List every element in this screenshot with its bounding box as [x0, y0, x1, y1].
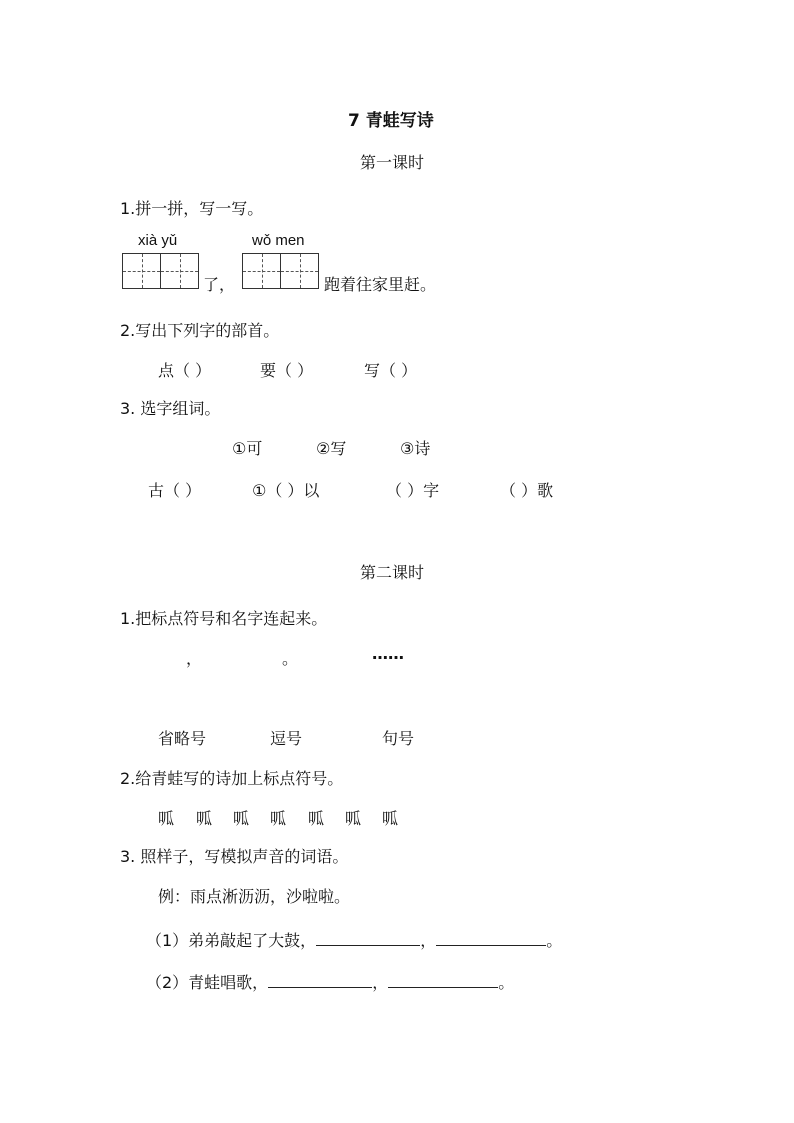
fill-blank-1a[interactable] — [316, 929, 420, 946]
lesson2-q3-label: 3. 照样子，写模拟声音的词语。 — [120, 847, 349, 866]
lesson1-q1-text2: 跑着往家里赶。 — [324, 275, 437, 294]
period-2: 。 — [498, 973, 515, 992]
fill-blank-2b[interactable] — [388, 971, 498, 988]
option-3: ③诗 — [400, 439, 431, 458]
radical-item-2: 要（ ） — [260, 361, 314, 380]
word-item-4: （ ）歌 — [500, 481, 554, 500]
lesson2-q2-label: 2.给青蛙写的诗加上标点符号。 — [120, 769, 344, 788]
mark-period: 。 — [282, 649, 299, 668]
fill-blank-1b[interactable] — [436, 929, 546, 946]
pinyin-xiayu: xià yǔ — [138, 232, 178, 249]
lesson1-q1-label: 1.拼一拼，写一写。 — [120, 199, 264, 218]
writing-box-4[interactable] — [280, 253, 319, 289]
name-period: 句号 — [382, 729, 415, 748]
writing-box-2[interactable] — [160, 253, 199, 289]
word-item-2: ①（ ）以 — [252, 481, 320, 500]
gua-word-5: 呱 — [308, 809, 325, 828]
writing-box-1[interactable] — [122, 253, 161, 289]
comma-1: ， — [420, 931, 437, 950]
gua-word-3: 呱 — [233, 809, 250, 828]
option-2: ②写 — [316, 439, 347, 458]
lesson1-q2-label: 2.写出下列字的部首。 — [120, 321, 280, 340]
period-1: 。 — [546, 931, 563, 950]
gua-word-4: 呱 — [270, 809, 287, 828]
gua-word-6: 呱 — [345, 809, 362, 828]
option-1: ①可 — [232, 439, 263, 458]
writing-box-3[interactable] — [242, 253, 281, 289]
name-comma: 逗号 — [270, 729, 303, 748]
word-item-3: （ ）字 — [386, 481, 440, 500]
pinyin-women: wǒ men — [252, 232, 305, 249]
gua-word-2: 呱 — [196, 809, 213, 828]
mark-comma: ， — [186, 649, 203, 668]
name-ellipsis: 省略号 — [158, 729, 207, 748]
radical-item-1: 点（ ） — [158, 361, 212, 380]
gua-word-7: 呱 — [382, 809, 399, 828]
example-sentence: 例：雨点淅沥沥，沙啦啦。 — [158, 887, 351, 906]
lesson2-heading: 第二课时 — [360, 563, 425, 582]
lesson2-q1-label: 1.把标点符号和名字连起来。 — [120, 609, 328, 628]
lesson1-q1-text1: 了， — [203, 275, 236, 294]
lesson1-heading: 第一课时 — [360, 153, 425, 172]
fill-blank-2a[interactable] — [268, 971, 372, 988]
lesson1-q3-label: 3. 选字组词。 — [120, 399, 221, 418]
fill-item-2-prefix: （2）青蛙唱歌， — [146, 973, 269, 992]
comma-2: ， — [372, 973, 389, 992]
gua-word-1: 呱 — [158, 809, 175, 828]
fill-item-1 — [146, 928, 562, 951]
fill-item-2 — [146, 970, 514, 993]
word-item-1: 古（ ） — [148, 481, 202, 500]
radical-item-3: 写（ ） — [364, 361, 418, 380]
page-title: 7 青蛙写诗 — [348, 111, 434, 131]
fill-item-1-prefix: （1）弟弟敲起了大鼓， — [146, 931, 317, 950]
mark-ellipsis: …… — [372, 644, 404, 663]
